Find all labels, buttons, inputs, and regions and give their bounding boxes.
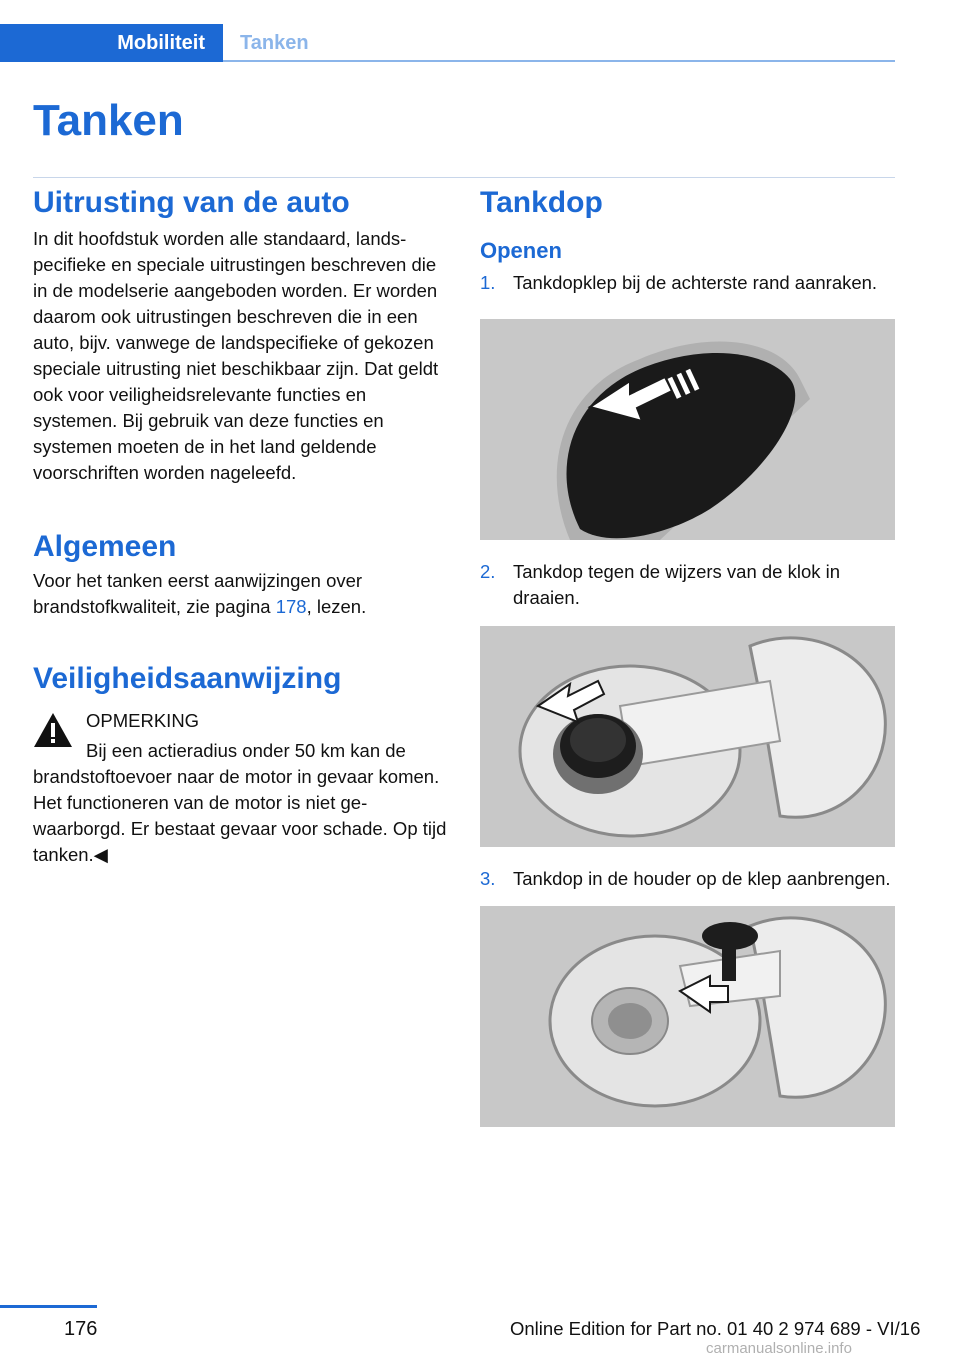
tankdop-heading: Tankdop: [480, 186, 603, 219]
tab-mobiliteit[interactable]: Mobiliteit: [0, 24, 223, 62]
general-text-after: , lezen.: [306, 596, 367, 617]
tab-tanken[interactable]: Tanken: [240, 31, 309, 54]
warning-triangle-icon: [33, 712, 73, 748]
safety-heading: Veiligheidsaanwijzing: [33, 662, 342, 695]
header-tabbar: [0, 24, 895, 62]
right-column: [480, 186, 895, 1127]
step-1: [480, 270, 895, 296]
step-text: Tankdop tegen de wijzers van de klok in draaien.: [513, 561, 841, 608]
general-heading: Algemeen: [33, 530, 177, 563]
warning-text: Bij een actieradius onder 50 km kan de brandstoftoevoer naar de motor in gevaar komen. Het functioneren van de motor is niet gewaarborgd. Er bestaat gevaar voor schade. Op tijd tanken.◀: [33, 740, 447, 865]
footer-rule: [0, 1305, 97, 1308]
general-text-before: Voor het tanken eerst aanwijzingen over brandstofkwaliteit, zie pagina: [33, 570, 363, 617]
step-text: Tankdopklep bij de achterste rand aanraken.: [513, 272, 878, 293]
fuel-flap-photo: [480, 319, 895, 540]
warning-label: OPMERKING: [86, 710, 200, 731]
step-3: [480, 866, 895, 892]
warning-block: [33, 708, 451, 868]
general-text: [33, 568, 451, 620]
equipment-heading: Uitrusting van de auto: [33, 186, 350, 219]
tab-underline: [223, 60, 895, 62]
openen-subheading: Openen: [480, 238, 562, 263]
step-number: 2.: [480, 561, 496, 582]
equipment-text: In dit hoofdstuk worden alle standaard, landspecifieke en speciale uitrustingen beschreven die in de modelserie aangeboden worden. Er worden daarom ook uitrustingen beschreven die in een auto, bijv. vanwege de landspecifieke of gekozen speciale uitrusting niet beschikbaar zijn. Dat geldt ook voor veiligheidsrelevante functies en systemen. Bij gebruik van deze functies en systemen moeten de in het land geldende voorschriften worden nageleefd.: [33, 228, 439, 483]
footer-edition: Online Edition for Part no. 01 40 2 974 689 - VI/16: [510, 1318, 921, 1339]
left-column: [33, 186, 451, 868]
title-divider: [33, 177, 895, 178]
page-reference-link[interactable]: 178: [275, 596, 307, 617]
step-number: 3.: [480, 868, 496, 889]
fuel-cap-holder-photo: [480, 906, 895, 1127]
watermark: carmanualsonline.info: [706, 1340, 852, 1357]
step-text: Tankdop in de houder op de klep aanbrengen.: [513, 868, 891, 889]
page-number: 176: [64, 1318, 98, 1340]
step-2: [480, 559, 895, 611]
step-number: 1.: [480, 272, 496, 293]
fuel-cap-turn-photo: [480, 626, 895, 847]
page-title: Tanken: [33, 96, 184, 145]
